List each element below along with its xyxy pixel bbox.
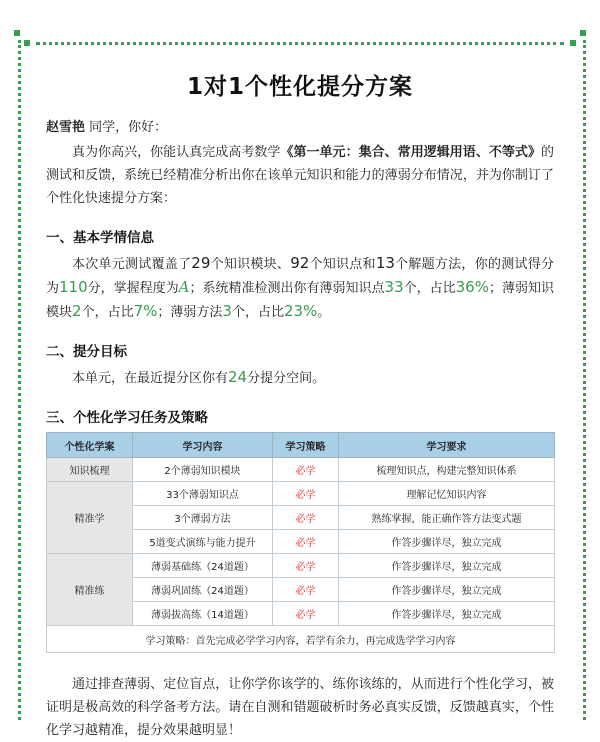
modules-count: 29 [191,254,211,272]
unit-name: 《第一单元：集合、常用逻辑用语、不等式》 [280,145,541,160]
corner-ornament [580,30,586,36]
section-heading-tasks: 三、个性化学习任务及策略 [46,410,208,426]
intro-paragraph [46,141,554,210]
mastery-level: A [178,278,190,296]
text: 个，占比 [231,305,284,320]
intro-text: 真为你高兴，你能认真完成高考数学 [72,145,281,160]
table-row [47,458,555,482]
table-row [47,554,555,578]
content-cell: 3个薄弱方法 [133,506,273,530]
category-cell: 精准练 [47,554,133,626]
test-score: 110 [59,278,88,296]
text: 。 [317,305,331,320]
weak-modules-count: 2 [72,302,82,320]
weak-methods-count: 3 [222,302,232,320]
greeting-suffix: 同学，你好： [89,120,168,135]
content-cell: 薄弱拔高练（14道题） [133,602,273,626]
requirement-cell: 理解记忆知识内容 [339,482,555,506]
corner-ornament [14,30,20,36]
table-row [47,482,555,506]
table-footer-row [47,626,555,653]
document-title: 1对1个性化提分方案 [186,74,413,100]
student-name: 赵雪艳 [46,120,86,135]
corner-ornament [570,40,576,46]
content-cell: 33个薄弱知识点 [133,482,273,506]
category-cell: 精准学 [47,482,133,554]
text: 个，占比 [81,305,134,320]
strategy-note: 学习策略：首先完成必学学习内容，若学有余力，再完成选学学习内容 [47,626,555,653]
greeting [46,116,554,135]
requirement-cell: 作答步骤详尽，独立完成 [339,578,555,602]
text: ；系统精准检测出你有薄弱知识点 [189,281,385,296]
text: 个知识模块、 [210,257,291,272]
column-header: 学习内容 [133,433,273,458]
corner-ornament [24,40,30,46]
requirement-cell: 作答步骤详尽，独立完成 [339,530,555,554]
document-body [46,68,554,742]
text: ；薄弱知识模块 [46,281,554,320]
text: 本单元，在最近提分区你有 [72,371,229,386]
strategy-cell: 必学 [273,578,339,602]
methods-count: 13 [375,254,395,272]
text: 分，掌握程度为 [87,281,179,296]
text: 个，占比 [403,281,456,296]
strategy-cell: 必学 [273,602,339,626]
text: 分提分空间。 [247,371,326,386]
text: 个解题方法，你的测试得分为 [46,257,554,296]
text: ；薄弱方法 [157,305,223,320]
learning-task-table [46,432,555,653]
strategy-cell: 必学 [273,506,339,530]
points-count: 92 [290,254,310,272]
strategy-cell: 必学 [273,530,339,554]
text: 本次单元测试覆盖了 [72,257,192,272]
requirement-cell: 作答步骤详尽，独立完成 [339,554,555,578]
section-heading-goal: 二、提分目标 [46,344,127,360]
closing-paragraph: 通过排查薄弱、定位盲点，让你学你该学的、练你该练的，从而进行个性化学习，被证明是极高效的科学备考方法。请在自测和错题破析时务必真实反馈，反馈越真实，个性化学习越精准，提分效果越明显！ [46,677,554,738]
content-cell: 薄弱巩固练（24道题） [133,578,273,602]
goal-paragraph [46,366,554,390]
page-border-top [36,42,564,45]
strategy-cell: 必学 [273,458,339,482]
content-cell: 2个薄弱知识模块 [133,458,273,482]
content-cell: 薄弱基础练（24道题） [133,554,273,578]
weak-methods-percent: 23% [283,302,318,320]
section-heading-basic-info: 一、基本学情信息 [46,230,154,246]
content-cell: 5道变式演练与能力提升 [133,530,273,554]
improvement-points: 24 [228,368,248,386]
requirement-cell: 熟练掌握，能正确作答方法变式题 [339,506,555,530]
text: 个知识点和 [309,257,376,272]
table-header-row [47,433,555,458]
basic-info-paragraph [46,252,554,324]
intro-text: 的测试和反馈，系统已经精准分析出你在该单元知识和能力的薄弱分布情况，并为你制订了个性化快速提分方案： [46,145,554,206]
weak-points-percent: 36% [455,278,489,296]
requirement-cell: 梳理知识点，构建完整知识体系 [339,458,555,482]
requirement-cell: 作答步骤详尽，独立完成 [339,602,555,626]
column-header: 学习策略 [273,433,339,458]
category-cell: 知识梳理 [47,458,133,482]
column-header: 个性化学案 [47,433,133,458]
weak-modules-percent: 7% [133,302,158,320]
strategy-cell: 必学 [273,482,339,506]
strategy-cell: 必学 [273,554,339,578]
column-header: 学习要求 [339,433,555,458]
weak-points-count: 33 [384,278,404,296]
